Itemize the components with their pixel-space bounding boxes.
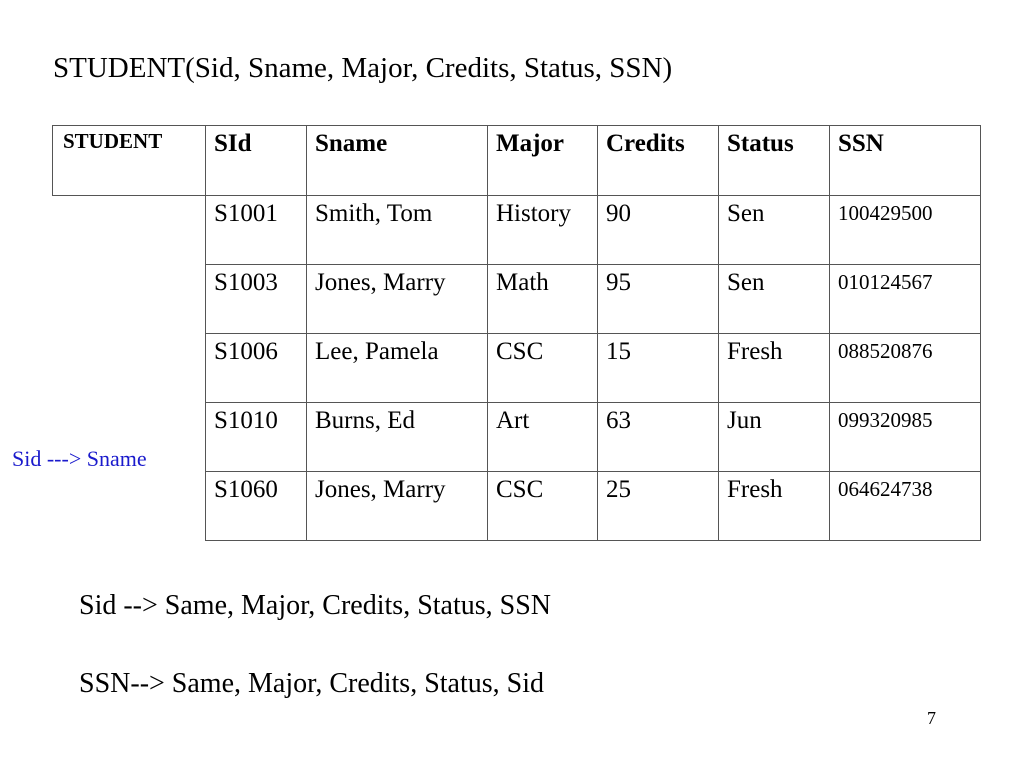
schema-line: STUDENT(Sid, Sname, Major, Credits, Status, SSN) — [53, 52, 673, 84]
column-header: Sname — [307, 126, 488, 196]
table-row — [53, 472, 981, 541]
table-cell: Fresh — [719, 472, 830, 541]
student-table-body — [53, 126, 981, 541]
table-cell: S1001 — [206, 196, 307, 265]
fd-line-ssn: SSN--> Same, Major, Credits, Status, Sid — [79, 668, 545, 699]
table-cell: Jones, Marry — [307, 265, 488, 334]
table-label: STUDENT — [53, 126, 206, 196]
table-row — [53, 334, 981, 403]
table-cell: S1003 — [206, 265, 307, 334]
empty-cell — [53, 472, 206, 541]
table-cell: 088520876 — [830, 334, 981, 403]
table-cell: Smith, Tom — [307, 196, 488, 265]
table-cell: 099320985 — [830, 403, 981, 472]
table-cell: CSC — [488, 472, 598, 541]
table-cell: 100429500 — [830, 196, 981, 265]
table-cell: S1060 — [206, 472, 307, 541]
table-row — [53, 265, 981, 334]
column-header: SSN — [830, 126, 981, 196]
column-header: Status — [719, 126, 830, 196]
table-row — [53, 196, 981, 265]
table-cell: 010124567 — [830, 265, 981, 334]
table-cell: History — [488, 196, 598, 265]
empty-cell — [53, 265, 206, 334]
student-table — [52, 125, 981, 541]
table-cell: 15 — [598, 334, 719, 403]
table-cell: 95 — [598, 265, 719, 334]
column-header: Credits — [598, 126, 719, 196]
table-cell: S1010 — [206, 403, 307, 472]
table-cell: Art — [488, 403, 598, 472]
table-cell: S1006 — [206, 334, 307, 403]
table-cell: 63 — [598, 403, 719, 472]
empty-cell — [53, 196, 206, 265]
table-header-row — [53, 126, 981, 196]
table-cell: 25 — [598, 472, 719, 541]
fd-note-sid-sname: Sid ---> Sname — [12, 446, 147, 471]
table-row — [53, 403, 981, 472]
table-cell: CSC — [488, 334, 598, 403]
column-header: Major — [488, 126, 598, 196]
table-cell: Jun — [719, 403, 830, 472]
table-cell: Sen — [719, 265, 830, 334]
table-cell: Lee, Pamela — [307, 334, 488, 403]
empty-cell — [53, 334, 206, 403]
table-cell: 90 — [598, 196, 719, 265]
column-header: SId — [206, 126, 307, 196]
table-cell: Burns, Ed — [307, 403, 488, 472]
table-cell: Fresh — [719, 334, 830, 403]
page-number: 7 — [927, 708, 936, 728]
table-cell: 064624738 — [830, 472, 981, 541]
table-cell: Jones, Marry — [307, 472, 488, 541]
table-cell: Math — [488, 265, 598, 334]
fd-line-sid: Sid --> Same, Major, Credits, Status, SSN — [79, 590, 552, 621]
table-cell: Sen — [719, 196, 830, 265]
